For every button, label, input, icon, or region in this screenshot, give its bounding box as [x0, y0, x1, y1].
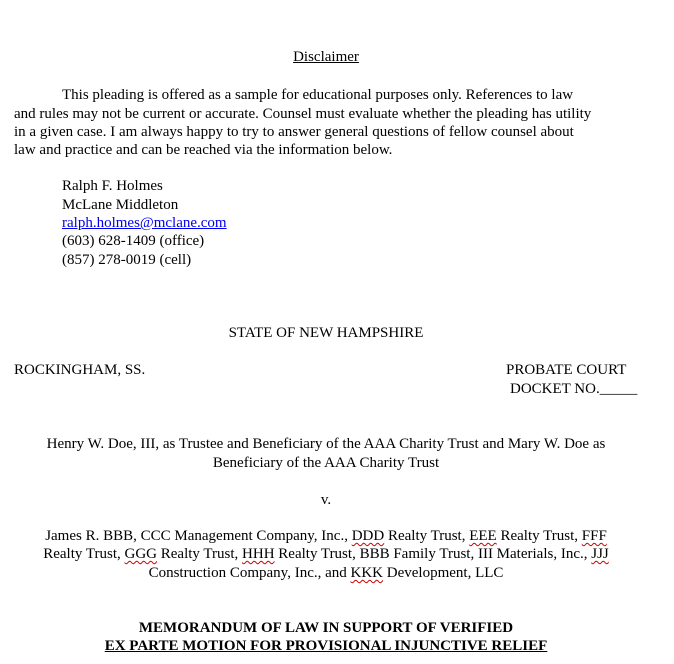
disclaimer-paragraph-line-1: This pleading is offered as a sample for educational purposes only. References to law — [62, 87, 574, 103]
defendant-text: Realty Trust, — [496, 528, 582, 544]
defendant-name: EEE — [469, 528, 497, 544]
caption-docket: DOCKET NO._____ — [510, 381, 638, 397]
disclaimer-paragraph-line-3: in a given case. I am always happy to try to answer general questions of fellow counsel about — [14, 124, 574, 140]
disclaimer-title: Disclaimer — [293, 49, 359, 65]
caption-county: ROCKINGHAM, SS. — [14, 362, 146, 378]
disclaimer-paragraph-line-2: and rules may not be current or accurate. Counsel must evaluate whether the pleading has utility — [14, 106, 592, 122]
defendant-text: Realty Trust, — [157, 546, 243, 562]
defendant-line-1 — [0, 527, 652, 545]
defendant-text: Construction Company, Inc., and — [148, 565, 351, 581]
defendant-text: Realty Trust, BBB Family Trust, III Materials, Inc., — [274, 546, 592, 562]
defendant-name: KKK — [350, 565, 384, 581]
defendant-name: DDD — [351, 528, 385, 544]
versus: v. — [320, 492, 332, 508]
defendant-name: JJJ — [591, 546, 609, 562]
defendant-line-3 — [0, 564, 652, 582]
contact-name: Ralph F. Holmes — [62, 178, 163, 194]
disclaimer-paragraph-line-4: law and practice and can be reached via the information below. — [14, 142, 393, 158]
contact-cell-phone: (857) 278-0019 (cell) — [62, 252, 192, 268]
defendant-text: Development, LLC — [383, 565, 504, 581]
defendant-line-2 — [0, 545, 652, 563]
defendant-text: Realty Trust, — [384, 528, 470, 544]
caption-court: PROBATE COURT — [506, 362, 627, 378]
defendant-text: James R. BBB, CCC Management Company, Inc., — [45, 528, 352, 544]
memorandum-title-line-1: MEMORANDUM OF LAW IN SUPPORT OF VERIFIED — [138, 620, 514, 636]
contact-office-phone: (603) 628-1409 (office) — [62, 233, 205, 249]
contact-email-link[interactable]: ralph.holmes@mclane.com — [62, 215, 227, 231]
memorandum-title-line-2: EX PARTE MOTION FOR PROVISIONAL INJUNCTIVE RELIEF — [104, 638, 548, 654]
defendant-name: FFF — [581, 528, 607, 544]
defendant-name: GGG — [124, 546, 158, 562]
caption-state: STATE OF NEW HAMPSHIRE — [228, 325, 424, 341]
contact-firm: McLane Middleton — [62, 197, 179, 213]
defendant-name: HHH — [242, 546, 275, 562]
defendant-text: Realty Trust, — [43, 546, 125, 562]
plaintiff-line-1: Henry W. Doe, III, as Trustee and Beneficiary of the AAA Charity Trust and Mary W. Doe as — [46, 436, 606, 452]
plaintiff-line-2: Beneficiary of the AAA Charity Trust — [212, 455, 440, 471]
